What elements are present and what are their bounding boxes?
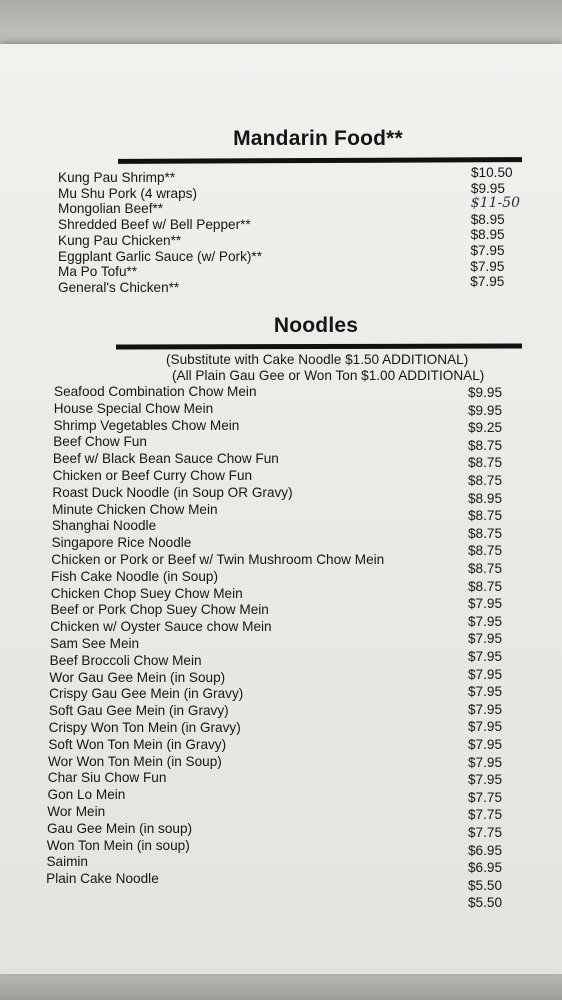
- menu-item-price: $7.75: [468, 789, 503, 805]
- menu-item-price: $7.95: [468, 684, 503, 700]
- menu-item-name: Soft Won Ton Mein (in Gravy): [48, 736, 227, 752]
- menu-item-price: $7.95: [468, 666, 503, 682]
- menu-item-price: $7.95: [470, 274, 505, 290]
- menu-item-price: $7.95: [468, 701, 503, 717]
- menu-item-price: $9.95: [470, 180, 505, 196]
- menu-item-name: Won Ton Mein (in soup): [46, 837, 190, 853]
- menu-item-name: Shanghai Noodle: [51, 518, 157, 534]
- menu-item-name: Kung Pau Chicken**: [58, 232, 182, 248]
- menu-item-price: $7.95: [468, 754, 503, 770]
- menu-item-price: $6.95: [468, 842, 503, 858]
- menu-item-name: Mu Shu Pork (4 wraps): [58, 185, 198, 201]
- menu-item-price: $5.50: [468, 877, 503, 893]
- menu-item-price: $7.95: [468, 596, 503, 612]
- menu-item-name: General's Chicken**: [58, 279, 180, 295]
- menu-item-name: Sam See Mein: [49, 636, 140, 651]
- menu-item-name: Beef Broccoli Chow Mein: [49, 652, 202, 668]
- menu-item-price: $7.95: [470, 258, 505, 274]
- menu-item-name: Crispy Won Ton Mein (in Gravy): [48, 720, 241, 735]
- menu-item-price: $9.25: [468, 420, 503, 436]
- menu-item-name: Chicken w/ Oyster Sauce chow Mein: [50, 619, 272, 635]
- menu-item-name: House Special Chow Mein: [53, 400, 214, 416]
- menu-item-price: $8.75: [468, 578, 503, 594]
- menu-item-name: Beef or Pork Chop Suey Chow Mein: [50, 602, 269, 618]
- menu-item-name: Shredded Beef w/ Bell Pepper**: [58, 217, 251, 233]
- menu-item-price: $5.50: [468, 895, 503, 911]
- menu-item-price: $8.75: [468, 455, 503, 471]
- menu-item-price: $8.75: [468, 437, 503, 453]
- menu-item-name: Gau Gee Mein (in soup): [46, 820, 193, 836]
- menu-item-name: Beef w/ Black Bean Sauce Chow Fun: [52, 451, 279, 467]
- menu-item-price: $7.95: [468, 649, 503, 664]
- menu-item-price: $10.50: [471, 165, 513, 180]
- menu-item-name: Crispy Gau Gee Mein (in Gravy): [49, 686, 244, 702]
- menu-item-price: $7.75: [468, 807, 503, 823]
- menu-item-price: $8.95: [468, 490, 503, 506]
- menu-item-price: $7.95: [468, 772, 503, 788]
- menu-item-price: $8.75: [468, 473, 503, 488]
- menu-item-name: Chicken or Pork or Beef w/ Twin Mushroom Chow Mein: [51, 552, 385, 567]
- menu-item-name: Wor Gau Gee Mein (in Soup): [49, 669, 226, 685]
- menu-item-price: $8.75: [468, 561, 503, 576]
- menu-item-price: $7.95: [468, 719, 503, 735]
- menu-item-name: Fish Cake Noodle (in Soup): [51, 568, 218, 584]
- section-title-noodles: Noodles: [273, 314, 359, 337]
- menu-item-price: $6.95: [468, 860, 503, 876]
- menu-item-name: Char Siu Chow Fun: [47, 770, 167, 786]
- menu-item-name: Ma Po Tofu**: [58, 264, 138, 280]
- menu-item-name: Chicken Chop Suey Chow Mein: [50, 585, 243, 601]
- menu-item-price: $8.95: [470, 227, 505, 243]
- menu-item-price: $7.95: [468, 613, 503, 629]
- menu-item-name: Shrimp Vegetables Chow Mein: [53, 417, 240, 433]
- menu-item-name: Eggplant Garlic Sauce (w/ Pork)**: [58, 248, 262, 264]
- menu-item-name: Beef Chow Fun: [53, 434, 147, 450]
- menu-item-price: $8.75: [468, 543, 503, 559]
- menu-item-name: Mongolian Beef**: [58, 201, 164, 217]
- menu-item-price: $8.95: [470, 211, 505, 227]
- menu-item-name: Chicken or Beef Curry Chow Fun: [52, 468, 253, 483]
- menu-item-price: $9.95: [468, 385, 503, 400]
- menu-item-name: Gon Lo Mein: [47, 787, 126, 803]
- menu-item-price: $8.75: [468, 508, 503, 524]
- menu-item-name: Wor Won Ton Mein (in Soup): [48, 753, 222, 769]
- menu-item-name: Plain Cake Noodle: [46, 871, 159, 887]
- menu-item-name: Wor Mein: [47, 804, 106, 819]
- menu-item-price: $7.95: [470, 243, 505, 258]
- noodles-note: (All Plain Gau Gee or Won Ton $1.00 ADDITIONAL): [172, 368, 485, 383]
- section-divider: [116, 343, 522, 349]
- menu-item-price: $7.75: [468, 825, 503, 840]
- menu-item-price: $8.75: [468, 525, 503, 541]
- menu-item-name: Kung Pau Shrimp**: [58, 170, 176, 185]
- menu-item-name: Singapore Rice Noodle: [51, 535, 192, 551]
- menu-item-price: $7.95: [468, 631, 503, 647]
- menu-item-name: Soft Gau Gee Mein (in Gravy): [48, 703, 229, 719]
- menu-item-name: Roast Duck Noodle (in Soup OR Gravy): [52, 484, 293, 500]
- menu-item-price: $9.95: [468, 402, 503, 418]
- menu-item-name: Saimin: [46, 854, 88, 870]
- menu-item-price: $11-50: [470, 195, 521, 212]
- menu-item-price: $7.95: [468, 737, 503, 752]
- section-title-mandarin: Mandarin Food**: [233, 127, 403, 150]
- noodles-note: (Substitute with Cake Noodle $1.50 ADDITIONAL): [166, 352, 469, 367]
- menu-item-name: Seafood Combination Chow Mein: [54, 384, 257, 399]
- menu-item-name: Minute Chicken Chow Mein: [52, 501, 218, 517]
